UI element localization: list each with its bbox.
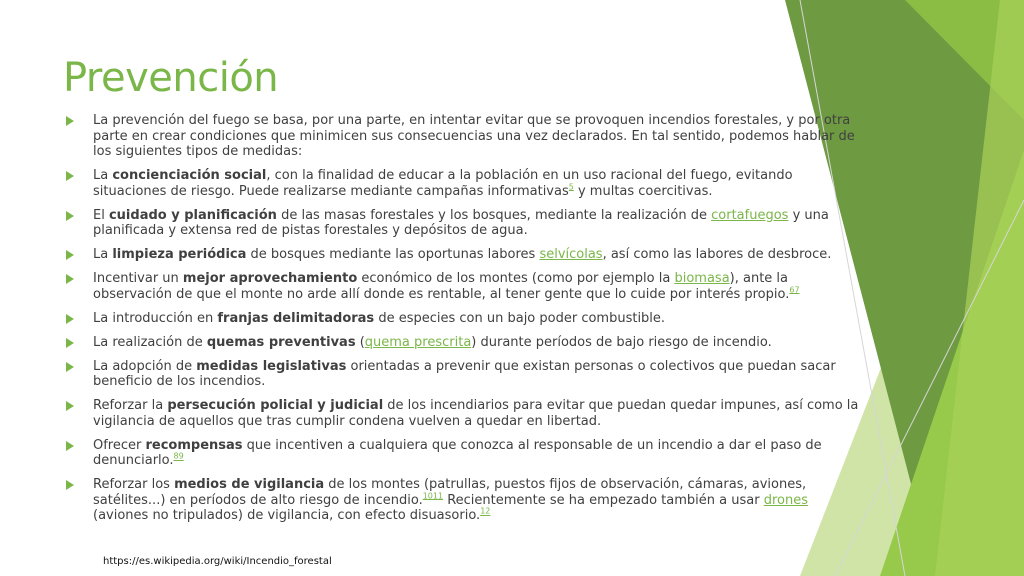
slide-title: Prevención — [63, 55, 279, 101]
bullet-arrow-icon — [66, 171, 74, 181]
bullet-item: La concienciación social, con la finalidad de educar a la población en un uso racional del fuego, evitando situaciones de riesgo. Puede realizarse mediante campañas informativas$^5$ y multas coercitivas. — [66, 168, 866, 199]
citation-link[interactable]: 67 — [789, 285, 800, 295]
bullet-item: Incentivar un mejor aprovechamiento económico de los montes (como por ejemplo la biomasa), ante la observación de que el monte no arde allí donde es rentable, al tener gente que lo cuide por interés propio.$^{67}$ — [66, 271, 866, 302]
link-selvicolas[interactable]: selvícolas — [539, 247, 603, 262]
bullet-arrow-icon — [66, 250, 74, 260]
bullet-arrow-icon — [66, 401, 74, 411]
bullet-list — [66, 113, 866, 532]
bullet-arrow-icon — [66, 441, 74, 451]
bullet-item: Reforzar la persecución policial y judicial de los incendiarios para evitar que puedan quedar impunes, así como la vigilancia de aquellos que tras cumplir condena vuelven a quedar en libertad. — [66, 398, 866, 429]
bullet-item: Reforzar los medios de vigilancia de los montes (patrullas, puestos fijos de observación, cámaras, aviones, satélites...) en períodos de alto riesgo de incendio.$^{1011}$ Recientemente se ha empezado también a usar drones (aviones no tripulados) de vigilancia, con efecto disuasorio.$^{12}$ — [66, 477, 866, 524]
bullet-arrow-icon — [66, 480, 74, 490]
bullet-item: La adopción de medidas legislativas orientadas a prevenir que existan personas o colectivos que puedan sacar beneficio de los incendios. — [66, 359, 866, 390]
bullet-item: La limpieza periódica de bosques mediante las oportunas labores selvícolas, así como las labores de desbroce. — [66, 247, 866, 263]
bullet-item: La introducción en franjas delimitadoras de especies con un bajo poder combustible. — [66, 311, 866, 327]
bullet-arrow-icon — [66, 314, 74, 324]
citation-link[interactable]: 89 — [173, 451, 184, 461]
citation-link[interactable]: 5 — [568, 182, 574, 192]
link-biomasa[interactable]: biomasa — [674, 271, 730, 286]
link-quema-prescrita[interactable]: quema prescrita — [364, 334, 472, 350]
citation-link[interactable]: 12 — [480, 506, 491, 516]
bullet-arrow-icon — [66, 116, 74, 126]
bullet-arrow-icon — [66, 211, 74, 221]
source-url: https://es.wikipedia.org/wiki/Incendio_forestal — [103, 556, 332, 567]
bullet-item: La realización de quemas preventivas (quema prescrita) durante períodos de bajo riesgo de incendio. — [66, 335, 866, 351]
bullet-item: Ofrecer recompensas que incentiven a cualquiera que conozca al responsable de un incendio a dar el paso de denunciarlo.$^{89}$ — [66, 438, 866, 469]
link-cortafuegos[interactable]: cortafuegos — [711, 207, 789, 223]
bullet-arrow-icon — [66, 362, 74, 372]
citation-link[interactable]: 1011 — [422, 491, 444, 501]
bullet-arrow-icon — [66, 274, 74, 284]
bullet-arrow-icon — [66, 338, 74, 348]
bullet-item: La prevención del fuego se basa, por una parte, en intentar evitar que se provoquen incendios forestales, y por otra parte en crear condiciones que minimicen sus consecuencias una vez declarados. En tal sentido, podemos hablar de los siguientes tipos de medidas: — [66, 113, 866, 160]
bullet-item: El cuidado y planificación de las masas forestales y los bosques, mediante la realización de cortafuegos y una planificada y extensa red de pistas forestales y depósitos de agua. — [66, 208, 866, 239]
link-drones[interactable]: drones — [763, 492, 808, 508]
